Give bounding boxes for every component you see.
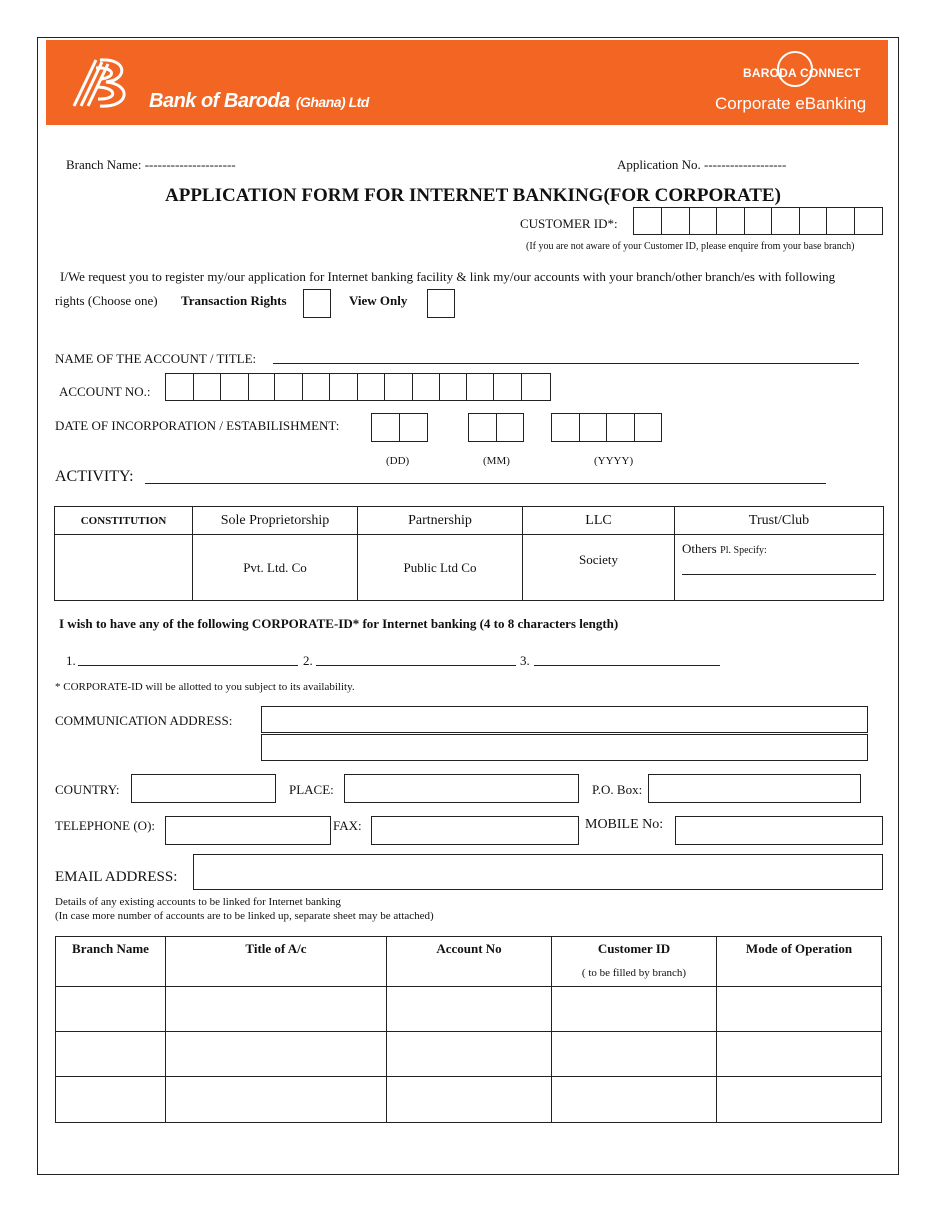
mobile-label: MOBILE No: <box>585 817 664 832</box>
pobox-label: P.O. Box: <box>592 782 643 797</box>
column-branch-name: Branch Name <box>56 937 166 987</box>
others-label: Others <box>682 541 717 556</box>
constitution-option-public-ltd[interactable]: Public Ltd Co <box>358 535 523 601</box>
table-cell[interactable] <box>552 1077 717 1123</box>
branch-name-label: Branch Name: --------------------- <box>66 157 236 172</box>
account-name-field[interactable] <box>273 363 859 364</box>
column-account-no: Account No <box>387 937 552 987</box>
table-row <box>56 1077 882 1123</box>
constitution-empty-cell <box>55 535 193 601</box>
corporate-id-option-2-label: 2. <box>303 653 313 668</box>
linked-accounts-table <box>55 936 882 1123</box>
date-yyyy-field[interactable] <box>551 413 662 442</box>
table-cell[interactable] <box>166 987 387 1032</box>
request-text-line1: I/We request you to register my/our application for Internet banking facility & link my/our accounts with your branch/other branch/es with following <box>60 269 836 284</box>
corporate-id-option-1-field[interactable] <box>78 665 298 666</box>
header-banner <box>46 40 888 125</box>
pobox-field[interactable] <box>648 774 861 803</box>
constitution-option-pvt-ltd[interactable]: Pvt. Ltd. Co <box>193 535 358 601</box>
customer-id-branch-note: ( to be filled by branch) <box>581 967 687 979</box>
others-note: Pl. Specify: <box>720 545 767 556</box>
corporate-id-option-1-label: 1. <box>66 653 76 668</box>
corporate-id-option-3-field[interactable] <box>534 665 720 666</box>
transaction-rights-label: Transaction Rights <box>181 293 287 308</box>
date-mm-caption: (MM) <box>483 455 510 467</box>
table-cell[interactable] <box>717 987 882 1032</box>
column-title-of-ac: Title of A/c <box>166 937 387 987</box>
service-subtitle: Corporate eBanking <box>715 94 867 113</box>
activity-field[interactable] <box>145 483 826 484</box>
activity-label: ACTIVITY: <box>55 468 134 485</box>
table-row <box>56 987 882 1032</box>
table-cell[interactable] <box>56 1077 166 1123</box>
corporate-id-note: * CORPORATE-ID will be allotted to you subject to its availability. <box>55 681 355 693</box>
telephone-field[interactable] <box>165 816 331 845</box>
bank-logo-icon <box>66 54 134 112</box>
email-label: EMAIL ADDRESS: <box>55 869 178 885</box>
table-cell[interactable] <box>56 987 166 1032</box>
place-field[interactable] <box>344 774 579 803</box>
email-field[interactable] <box>193 854 883 890</box>
table-cell[interactable] <box>166 1032 387 1077</box>
constitution-option-trust-club[interactable]: Trust/Club <box>675 507 884 535</box>
date-dd-caption: (DD) <box>386 455 410 467</box>
date-dd-field[interactable] <box>371 413 428 442</box>
constitution-option-others[interactable] <box>675 535 884 601</box>
country-field[interactable] <box>131 774 276 803</box>
linked-accounts-intro-2: (In case more number of accounts are to be linked up, separate sheet may be attached) <box>55 910 434 922</box>
bank-name-suffix: (Ghana) Ltd <box>295 94 369 110</box>
date-yyyy-caption: (YYYY) <box>594 455 634 467</box>
transaction-rights-checkbox[interactable] <box>303 289 331 318</box>
service-name: BARODA CONNECT <box>743 66 861 80</box>
table-row <box>56 1032 882 1077</box>
constitution-table <box>54 506 884 601</box>
column-mode-of-operation: Mode of Operation <box>717 937 882 987</box>
account-no-label: ACCOUNT NO.: <box>59 384 151 399</box>
fax-label: FAX: <box>333 818 362 833</box>
request-text-line2: rights (Choose one) <box>55 293 158 308</box>
view-only-checkbox[interactable] <box>427 289 455 318</box>
linked-accounts-intro-1: Details of any existing accounts to be linked for Internet banking <box>55 896 341 908</box>
column-customer-id <box>552 937 717 987</box>
constitution-option-partnership[interactable]: Partnership <box>358 507 523 535</box>
corporate-id-option-3-label: 3. <box>520 653 530 668</box>
communication-address-label: COMMUNICATION ADDRESS: <box>55 713 233 728</box>
customer-id-note: (If you are not aware of your Customer ID, please enquire from your base branch) <box>526 241 855 252</box>
constitution-option-sole-proprietorship[interactable]: Sole Proprietorship <box>193 507 358 535</box>
table-cell[interactable] <box>387 1032 552 1077</box>
table-cell[interactable] <box>166 1077 387 1123</box>
table-cell[interactable] <box>56 1032 166 1077</box>
corporate-id-option-2-field[interactable] <box>316 665 516 666</box>
table-cell[interactable] <box>552 1032 717 1077</box>
others-specify-field[interactable] <box>682 574 876 575</box>
account-no-field[interactable] <box>165 373 551 401</box>
corporate-id-heading: I wish to have any of the following CORPORATE-ID* for Internet banking (4 to 8 characters length) <box>59 616 619 631</box>
telephone-label: TELEPHONE (O): <box>55 818 156 833</box>
customer-id-label: CUSTOMER ID*: <box>520 216 618 231</box>
table-cell[interactable] <box>387 1077 552 1123</box>
table-cell[interactable] <box>717 1032 882 1077</box>
customer-id-field[interactable] <box>633 207 883 235</box>
account-name-label: NAME OF THE ACCOUNT / TITLE: <box>55 351 257 366</box>
bank-name <box>149 90 369 113</box>
view-only-label: View Only <box>349 293 408 308</box>
constitution-option-llc[interactable]: LLC <box>523 507 675 535</box>
table-cell[interactable] <box>552 987 717 1032</box>
bank-name-text: Bank of Baroda <box>149 90 290 112</box>
fax-field[interactable] <box>371 816 579 845</box>
constitution-option-society[interactable]: Society <box>523 535 675 601</box>
communication-address-line2[interactable] <box>261 734 868 761</box>
incorporation-date-label: DATE OF INCORPORATION / ESTABILISHMENT: <box>55 418 340 433</box>
application-no-label: Application No. ------------------- <box>617 157 787 172</box>
mobile-field[interactable] <box>675 816 883 845</box>
communication-address-line1[interactable] <box>261 706 868 733</box>
form-title: APPLICATION FORM FOR INTERNET BANKING(FOR CORPORATE) <box>165 185 781 206</box>
table-cell[interactable] <box>387 987 552 1032</box>
column-customer-id-label: Customer ID <box>597 941 671 956</box>
country-label: COUNTRY: <box>55 782 120 797</box>
table-cell[interactable] <box>717 1077 882 1123</box>
place-label: PLACE: <box>289 782 334 797</box>
date-mm-field[interactable] <box>468 413 524 442</box>
constitution-header: CONSTITUTION <box>55 507 193 535</box>
